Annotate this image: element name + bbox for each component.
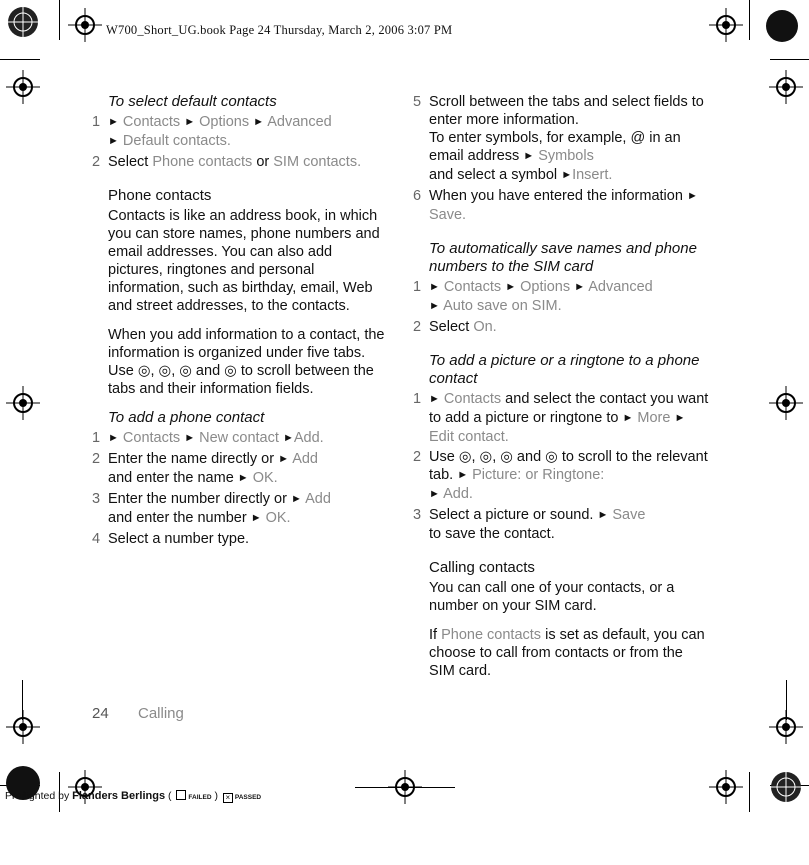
right-arrow-icon: ► — [523, 150, 535, 162]
right-arrow-icon: ► — [561, 169, 573, 181]
right-arrow-icon: ► — [457, 469, 469, 481]
checked-box-icon: × — [223, 793, 233, 803]
list-item: 1 ► Contacts and select the contact you want to add a picture or ringtone to ► More ► Edit contact. — [413, 391, 709, 445]
registration-crosshair-icon — [6, 386, 40, 420]
navigation-key-icon: ◎ — [545, 449, 558, 465]
right-arrow-icon: ► — [184, 432, 196, 444]
right-arrow-icon: ► — [429, 281, 440, 293]
registration-crosshair-icon — [769, 710, 803, 744]
registration-crosshair-icon — [709, 8, 743, 42]
right-arrow-icon: ► — [108, 116, 119, 128]
list-item: 4 Select a number type. — [92, 531, 250, 547]
registration-crosshair-icon — [769, 386, 803, 420]
section-heading-phone-contacts: Phone contacts — [108, 187, 212, 204]
print-slug-header: W700_Short_UG.book Page 24 Thursday, March 2, 2006 3:07 PM — [106, 23, 453, 37]
section-title-default-contacts: To select default contacts — [108, 93, 277, 110]
registration-crosshair-icon — [769, 770, 803, 804]
list-item: 1 ► Contacts ► Options ► Advanced ► Auto save on SIM. — [413, 279, 653, 314]
page-number: 24 — [92, 705, 109, 722]
right-arrow-icon: ► — [429, 393, 440, 405]
navigation-key-icon: ◎ — [224, 363, 237, 379]
list-item: 1 ► Contacts ► New contact ►Add. — [92, 430, 324, 446]
right-arrow-icon: ► — [184, 116, 196, 128]
right-arrow-icon: ► — [597, 509, 609, 521]
list-item: 2 Select On. — [413, 319, 497, 335]
right-arrow-icon: ► — [622, 412, 634, 424]
brand-logo: Flanders Berlings — [72, 790, 166, 802]
right-arrow-icon: ► — [278, 453, 289, 465]
paragraph: If Phone contacts is set as default, you can choose to call from contacts or from the SIM card. — [429, 627, 705, 679]
paragraph: Contacts is like an address book, in which you can store names, phone numbers and email addresses. You can also add pictures, ringtones and personal information, such as birthday, email, Web and street addresses, to the contacts. — [108, 208, 380, 314]
right-arrow-icon: ► — [282, 432, 294, 444]
left-column — [92, 93, 390, 550]
registration-crosshair-icon — [6, 710, 40, 744]
list-item: 2 Enter the name directly or ► Add and enter the name ► OK. — [92, 451, 318, 486]
right-column — [413, 93, 709, 691]
preflight-stamp: Preflighted by Flanders Berlings ( FAILED ) × PASSED — [5, 790, 262, 802]
list-item: 5 Scroll between the tabs and select fields to enter more information. To enter symbols, for example, @ in an email address ► Symbols and select a symbol ►Insert. — [413, 94, 704, 183]
right-arrow-icon: ► — [674, 412, 686, 424]
registration-crosshair-icon — [68, 8, 102, 42]
registration-crosshair-icon — [709, 770, 743, 804]
list-item: 2 Select Phone contacts or SIM contacts. — [92, 154, 362, 170]
navigation-key-icons: ◎, ◎, ◎ — [137, 363, 192, 379]
list-item: 3 Select a picture or sound. ► Save to save the contact. — [413, 507, 646, 542]
list-item: 2 Use ◎, ◎, ◎ and ◎ to scroll to the relevant tab. ► Picture: or Ringtone: ► Add. — [413, 449, 708, 502]
navigation-key-icons: ◎, ◎, ◎ — [458, 449, 513, 465]
right-arrow-icon: ► — [290, 493, 302, 505]
list-item: 6 When you have entered the information ► Save. — [413, 188, 698, 223]
right-arrow-icon: ► — [574, 281, 586, 293]
section-title-add-phone-contact: To add a phone contact — [108, 409, 265, 426]
list-item: 1 ► Contacts ► Options ► Advanced ► Default contacts. — [92, 114, 332, 149]
checkbox-icon — [176, 790, 186, 800]
right-arrow-icon: ► — [253, 116, 265, 128]
section-heading-calling-contacts: Calling contacts — [429, 559, 535, 576]
paragraph: You can call one of your contacts, or a number on your SIM card. — [429, 580, 675, 614]
registration-crosshair-icon — [769, 70, 803, 104]
right-arrow-icon: ► — [108, 432, 119, 444]
registration-crosshair-icon — [6, 5, 40, 39]
right-arrow-icon: ► — [505, 281, 517, 293]
right-arrow-icon: ► — [237, 472, 249, 484]
registration-crosshair-icon — [388, 770, 422, 804]
right-arrow-icon: ► — [108, 135, 119, 147]
footer-section-title: Calling — [138, 705, 184, 722]
registration-crosshair-icon — [6, 70, 40, 104]
right-arrow-icon: ► — [429, 488, 440, 500]
list-item: 3 Enter the number directly or ► Add and enter the number ► OK. — [92, 491, 331, 526]
right-arrow-icon: ► — [686, 190, 698, 202]
right-arrow-icon: ► — [250, 512, 262, 524]
section-title-auto-save-sim: To automatically save names and phone numbers to the SIM card — [429, 240, 697, 275]
section-title-add-picture-ringtone: To add a picture or a ringtone to a phone contact — [429, 352, 700, 387]
right-arrow-icon: ► — [429, 300, 440, 312]
paragraph: When you add information to a contact, the information is organized under five tabs. Use ◎, ◎, ◎ and ◎ to scroll between the tabs and their information fields. — [108, 327, 385, 397]
